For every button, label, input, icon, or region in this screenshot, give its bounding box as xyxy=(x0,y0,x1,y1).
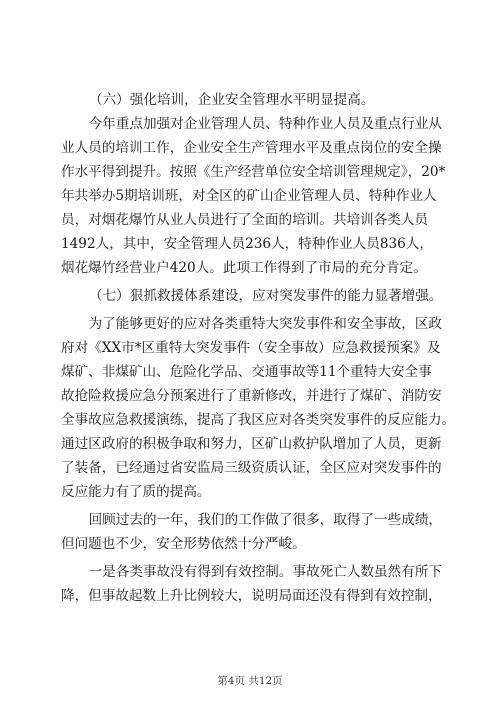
paragraph-line: 为了能够更好的应对各类重特大突发事件和安全事故，区政 xyxy=(75,316,443,332)
paragraph-line: 反应能力有了质的提高。 xyxy=(61,484,211,500)
paragraph-line: 降，但事故起数上升比例较大，说明局面还没有得到有效控制， xyxy=(61,588,442,604)
paragraph-line: 通过区政府的积极争取和努力，区矿山救护队增加了人员，更新 xyxy=(61,436,442,452)
paragraph-line: 回顾过去的一年，我们的工作做了很多，取得了一些成绩， xyxy=(75,512,443,528)
paragraph-line: 但问题也不少，安全形势依然十分严峻。 xyxy=(61,536,306,552)
paragraph-line: 了装备，已经通过省安监局三级资质认证，全区应对突发事件的 xyxy=(61,460,442,476)
paragraph-line: 一是各类事故没有得到有效控制。事故死亡人数虽然有所下 xyxy=(75,564,443,580)
document-body xyxy=(61,88,456,608)
paragraph-line: 全事故应急救援演练，提高了我区应对各类突发事件的反应能力。 xyxy=(61,412,456,428)
paragraph-line: 故抢险救援应急分预案进行了重新修改，并进行了煤矿、消防安 xyxy=(61,388,442,404)
paragraph-line: 作水平得到提升。按照《生产经营单位安全培训管理规定》，20* xyxy=(61,164,446,180)
section-heading-seven: （七）狠抓救援体系建设，应对突发事件的能力显著增强。 xyxy=(89,288,443,304)
paragraph-line: 1492人，其中，安全管理人员236人，特种作业人员836人， xyxy=(61,236,433,252)
paragraph-line: 年共举办5期培训班，对全区的矿山企业管理人员、特种作业人 xyxy=(61,188,437,204)
section-heading-six: （六）强化培训，企业安全管理水平明显提高。 xyxy=(89,92,375,108)
paragraph-line: 府对《XX市*区重特大突发事件（安全事故）应急救援预案》及 xyxy=(61,340,441,356)
paragraph-line: 今年重点加强对企业管理人员、特种作业人员及重点行业从 xyxy=(75,116,443,132)
paragraph-line: 员，对烟花爆竹从业人员进行了全面的培训。共培训各类人员 xyxy=(61,212,429,228)
paragraph-line: 业人员的培训工作，企业安全生产管理水平及重点岗位的安全操 xyxy=(61,140,442,156)
page-number-footer: 第4页 共12页 xyxy=(217,675,283,687)
paragraph-line: 烟花爆竹经营业户420人。此项工作得到了市局的充分肯定。 xyxy=(61,260,427,276)
paragraph-line: 煤矿、非煤矿山、危险化学品、交通事故等11个重特大安全事 xyxy=(61,364,432,380)
